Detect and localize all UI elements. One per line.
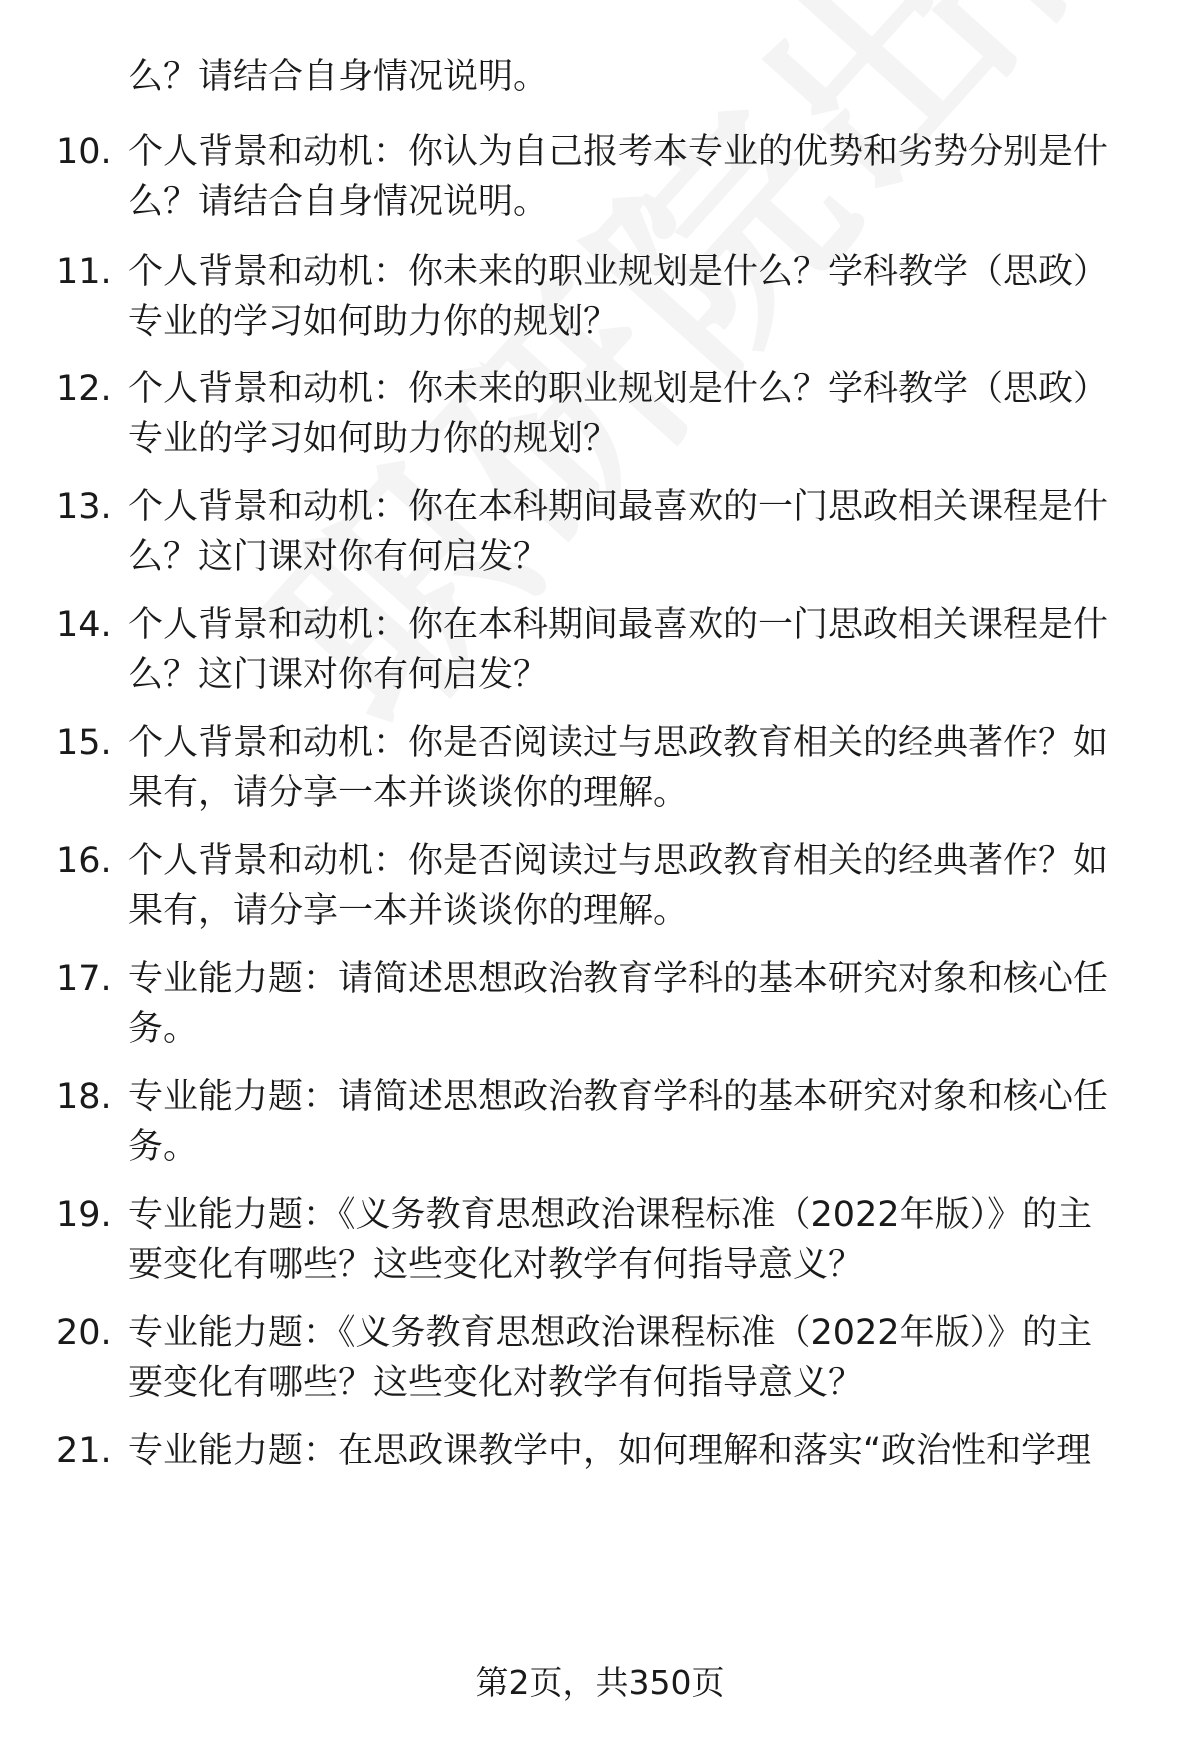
item-text (128, 718, 1160, 818)
item-number: 15. (56, 723, 112, 763)
item-text (128, 52, 1160, 102)
item-text (128, 954, 1160, 1054)
item-number: 10. (56, 132, 112, 172)
item-number: 18. (56, 1077, 112, 1117)
item-line: 务。 (128, 1009, 199, 1049)
item-line: 个人背景和动机：你未来的职业规划是什么？学科教学（思政） (128, 369, 1109, 409)
item-line: 要变化有哪些？这些变化对教学有何指导意义？ (128, 1363, 864, 1403)
item-number: 21. (56, 1431, 112, 1471)
item-line: 专业能力题：请简述思想政治教育学科的基本研究对象和核心任 (128, 1077, 1109, 1117)
item-text (128, 836, 1160, 936)
item-text (128, 364, 1160, 464)
item-text (128, 1072, 1160, 1172)
item-line: 要变化有哪些？这些变化对教学有何指导意义？ (128, 1245, 864, 1285)
item-line: 专业能力题：请简述思想政治教育学科的基本研究对象和核心任 (128, 959, 1109, 999)
item-text (128, 482, 1160, 582)
item-text (128, 1308, 1160, 1408)
item-line: 么？请结合自身情况说明。 (128, 182, 549, 222)
item-number: 12. (56, 369, 112, 409)
item-line: 务。 (128, 1127, 199, 1167)
item-text (128, 600, 1160, 700)
item-number: 20. (56, 1313, 112, 1353)
item-number: 11. (56, 252, 112, 292)
item-number: 16. (56, 841, 112, 881)
item-text (128, 1190, 1160, 1290)
item-text (128, 1426, 1160, 1476)
item-line: 果有，请分享一本并谈谈你的理解。 (128, 773, 689, 813)
item-line: 专业的学习如何助力你的规划？ (128, 419, 619, 459)
item-line: 个人背景和动机：你是否阅读过与思政教育相关的经典著作？如 (128, 723, 1109, 763)
item-line: 专业的学习如何助力你的规划？ (128, 302, 619, 342)
item-text (128, 127, 1160, 227)
item-line: 专业能力题：在思政课教学中，如何理解和落实“政治性和学理 (128, 1431, 1092, 1471)
item-line: 个人背景和动机：你认为自己报考本专业的优势和劣势分别是什 (128, 132, 1109, 172)
item-line: 个人背景和动机：你未来的职业规划是什么？学科教学（思政） (128, 252, 1109, 292)
item-number: 13. (56, 487, 112, 527)
item-line: 么？请结合自身情况说明。 (128, 57, 549, 97)
item-line: 么？这门课对你有何启发？ (128, 655, 549, 695)
page-footer: 第2页，共350页 (475, 1663, 725, 1702)
item-number: 17. (56, 959, 112, 999)
item-text (128, 247, 1160, 347)
item-line: 个人背景和动机：你是否阅读过与思政教育相关的经典著作？如 (128, 841, 1109, 881)
item-number: 14. (56, 605, 112, 645)
item-line: 果有，请分享一本并谈谈你的理解。 (128, 891, 689, 931)
item-line: 个人背景和动机：你在本科期间最喜欢的一门思政相关课程是什 (128, 487, 1109, 527)
item-line: 专业能力题：《义务教育思想政治课程标准（2022年版）》的主 (128, 1313, 1093, 1353)
item-line: 个人背景和动机：你在本科期间最喜欢的一门思政相关课程是什 (128, 605, 1109, 645)
item-line: 专业能力题：《义务教育思想政治课程标准（2022年版）》的主 (128, 1195, 1093, 1235)
item-number: 19. (56, 1195, 112, 1235)
item-line: 么？这门课对你有何启发？ (128, 537, 549, 577)
